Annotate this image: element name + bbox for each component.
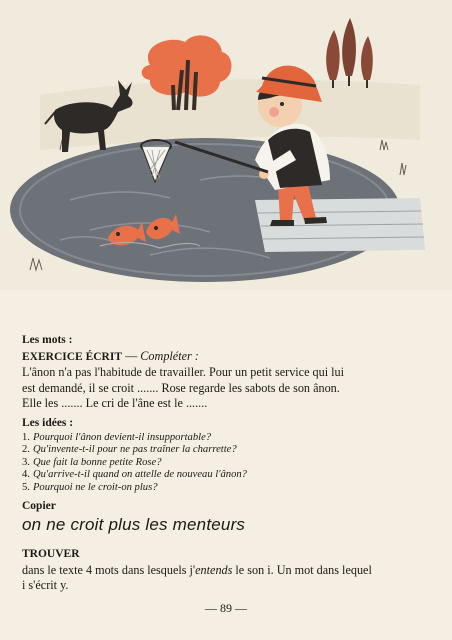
exercise-text-line-1: L'ânon n'a pas l'habitude de travailler. Pour un petit service qui lui (22, 365, 345, 380)
question-item (22, 444, 422, 457)
question-number: 4. (22, 469, 30, 481)
question-number: 5. (22, 481, 30, 493)
question-number: 2. (22, 444, 30, 456)
exercise-label: EXERCICE ÉCRIT (22, 350, 123, 363)
exercise-instruction: Compléter : (140, 348, 199, 363)
exercise-text-line-3: Elle les ....... Le cri de l'âne est le ....... (22, 396, 208, 411)
section-idees (22, 416, 422, 495)
trouver-text-b: le son i. Un mot dans lequel (232, 562, 372, 577)
question-text: Qu'arrive-t-il quand on attelle de nouveau l'ânon? (32, 469, 247, 481)
trouver-text-a: dans le texte 4 mots dans lesquels j' (22, 562, 196, 577)
pond-scene-icon (0, 0, 452, 290)
section-mots (22, 333, 422, 412)
question-text: Qu'invente-t-il pour ne pas traîner la charrette? (32, 444, 237, 456)
copier-heading: Copier (22, 500, 56, 512)
trouver-line-2: i s'écrit y. (22, 578, 69, 593)
trouver-emphasis: entends (195, 562, 233, 577)
trouver-line-1 (22, 563, 422, 579)
section-trouver (22, 547, 422, 594)
question-text: Pourquoi l'ânon devient-il insupportable? (32, 431, 212, 443)
question-item (22, 457, 422, 470)
question-number: 1. (22, 431, 30, 443)
questions-list (22, 432, 422, 495)
idees-heading: Les idées : (22, 417, 74, 429)
page-number: — 89 — (205, 601, 247, 615)
question-item (22, 482, 422, 495)
question-text: Que fait la bonne petite Rose? (32, 456, 162, 468)
pond-illustration (0, 0, 452, 290)
question-text: Pourquoi ne le croit-on plus? (32, 481, 158, 493)
question-item (22, 432, 422, 445)
copy-sentence: on ne croit plus les menteurs (22, 514, 246, 534)
exercise-text-line-2: est demandé, il se croit ....... Rose regarde les sabots de son ânon. (22, 380, 340, 395)
mots-heading: Les mots : (22, 334, 73, 346)
question-item (22, 469, 422, 482)
trouver-heading: TROUVER (22, 548, 80, 560)
exercise-line (22, 349, 422, 366)
section-copier (22, 499, 422, 535)
exercise-dash: — (122, 348, 141, 363)
question-number: 3. (22, 456, 30, 468)
